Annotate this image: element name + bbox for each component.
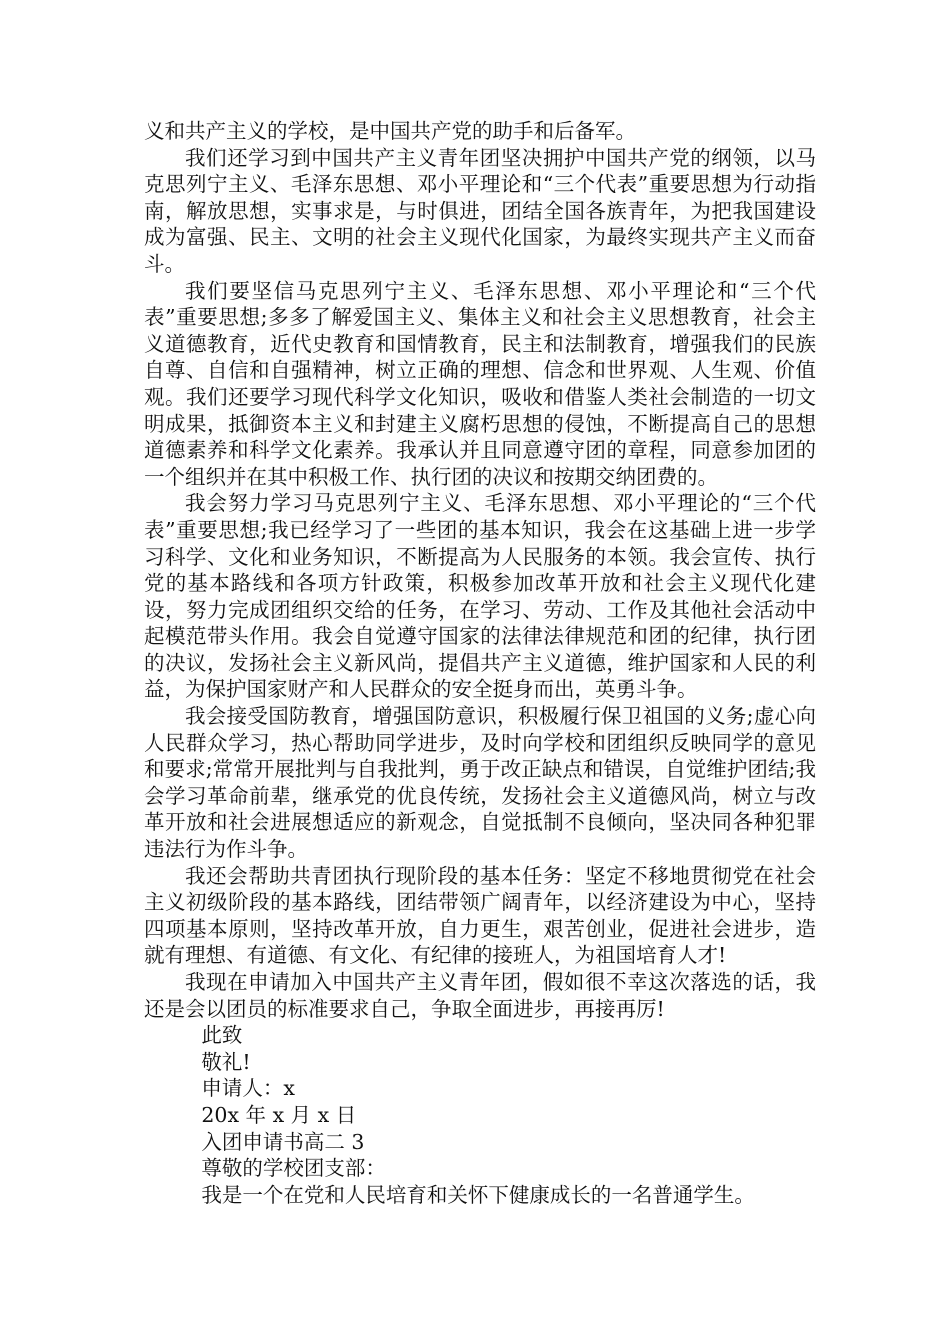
applicant-line: 申请人：x bbox=[201, 1076, 295, 1101]
closing-line: 此致 bbox=[201, 1023, 243, 1048]
opening-line: 我是一个在党和人民培育和关怀下健康成长的一名普通学生。 bbox=[201, 1182, 755, 1207]
paragraph: 我会接受国防教育，增强国防意识，积极履行保卫祖国的义务;虚心向人民群众学习，热心帮助同学进步，及时向学校和团组织反映同学的意见和要求;常常开展批判与自我批判，勇于改正缺点和错误，自觉维护团结;我会学习革命前辈，继承党的优良传统，发扬社会主义道德风尚，树立与改革开放和社会进展想适应的新观念，自觉抵制不良倾向，坚决同各种犯罪违法行为作斗争。 bbox=[144, 704, 816, 862]
section-title: 入团申请书高二 3 bbox=[201, 1129, 365, 1154]
paragraph: 我现在申请加入中国共产主义青年团，假如很不幸这次落选的话，我还是会以团员的标准要求自己，争取全面进步，再接再厉! bbox=[144, 970, 816, 1021]
paragraph: 我们还学习到中国共产主义青年团坚决拥护中国共产党的纲领，以马克思列宁主义、毛泽东思想、邓小平理论和“三个代表”重要思想为行动指南，解放思想，实事求是，与时俱进，团结全国各族青年，为把我国建设成为富强、民主、文明的社会主义现代化国家，为最终实现共产主义而奋斗。 bbox=[144, 145, 816, 276]
salute-line: 敬礼! bbox=[201, 1049, 251, 1074]
salutation-line: 尊敬的学校团支部： bbox=[201, 1156, 386, 1181]
document-body bbox=[144, 118, 816, 1208]
paragraph: 义和共产主义的学校，是中国共产党的助手和后备军。 bbox=[144, 119, 636, 143]
date-line: 20x 年 x 月 x 日 bbox=[201, 1102, 357, 1127]
paragraph: 我还会帮助共青团执行现阶段的基本任务：坚定不移地贯彻党在社会主义初级阶段的基本路线，团结带领广阔青年，以经济建设为中心，坚持四项基本原则，坚持改革开放，自力更生，艰苦创业，促进社会进步，造就有理想、有道德、有文化、有纪律的接班人，为祖国培育人才! bbox=[144, 863, 816, 968]
paragraph: 我会努力学习马克思列宁主义、毛泽东思想、邓小平理论的“三个代表”重要思想;我已经学习了一些团的基本知识，我会在这基础上进一步学习科学、文化和业务知识，不断提高为人民服务的本领。我会宣传、执行党的基本路线和各项方针政策，积极参加改革开放和社会主义现代化建设，努力完成团组织交给的任务，在学习、劳动、工作及其他社会活动中起模范带头作用。我会自觉遵守国家的法律法律规范和团的纪律，执行团的决议，发扬社会主义新风尚，提倡共产主义道德，维护国家和人民的利益，为保护国家财产和人民群众的安全挺身而出，英勇斗争。 bbox=[144, 491, 816, 702]
paragraph: 我们要坚信马克思列宁主义、毛泽东思想、邓小平理论和“三个代表”重要思想;多多了解爱国主义、集体主义和社会主义思想教育，社会主义道德教育，近代史教育和国情教育，民主和法制教育，增强我们的民族自尊、自信和自强精神，树立正确的理想、信念和世界观、人生观、价值观。我们还要学习现代科学文化知识，吸收和借鉴人类社会制造的一切文明成果，抵御资本主义和封建主义腐朽思想的侵蚀，不断提高自己的思想道德素养和科学文化素养。我承认并且同意遵守团的章程，同意参加团的一个组织并在其中积极工作、执行团的决议和按期交纳团费的。 bbox=[144, 278, 816, 489]
